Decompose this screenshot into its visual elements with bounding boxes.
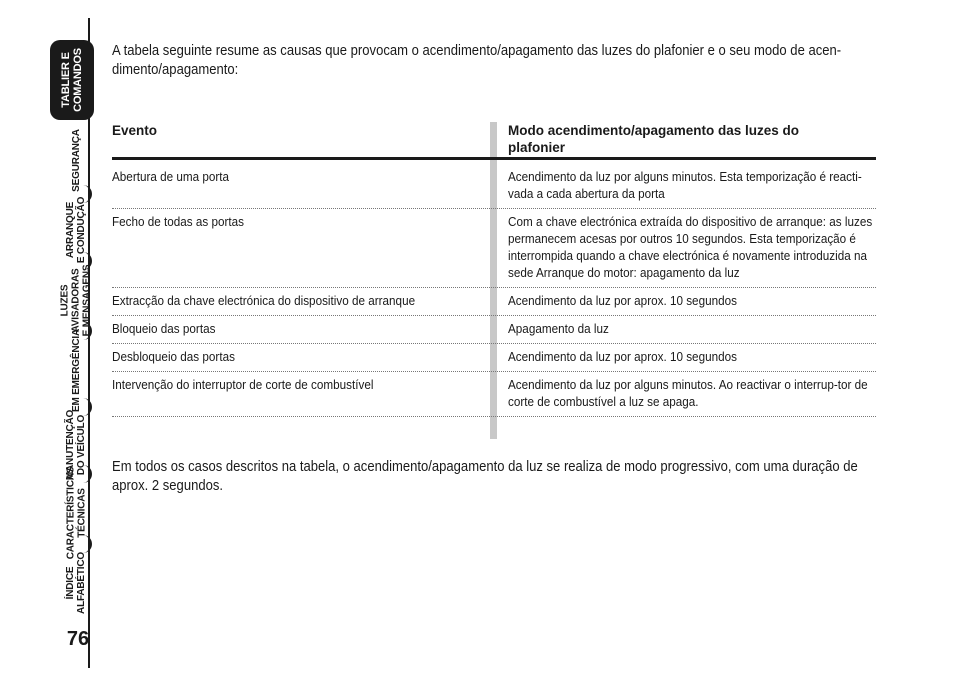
table-row [112,344,876,372]
tab-label: ÍNDICE ALFABÉTICO [65,551,88,614]
table-row [112,164,876,209]
cell-mode: Acendimento da luz por alguns minutos. Ao reactivar o interrup-tor de corte de combustível a luz se apaga. [508,377,868,409]
table-row [112,316,876,344]
plafonier-table [112,122,878,409]
tab-label: CARACTERÍSTICAS TÉCNICAS [65,466,87,560]
tab-em-emergencia[interactable] [52,328,100,412]
footer-note: Em todos os casos descritos na tabela, o acendimento/apagamento da luz se realiza de modo progressivo, com uma duração de aprox. 2 segundos. [112,459,858,494]
cell-event: Abertura de uma porta [112,169,230,184]
cell-mode: Acendimento da luz por alguns minutos. Esta temporização é reacti-vada a cada abertura da porta [508,169,862,201]
tab-label: TABLIER E COMANDOS [60,48,85,112]
table-row [112,288,876,316]
cell-event: Desbloqueio das portas [112,349,235,364]
cell-mode: Acendimento da luz por aprox. 10 segundos [508,293,737,308]
cell-event: Intervenção do interruptor de corte de combustível [112,377,374,392]
cell-mode: Apagamento da luz [508,321,609,336]
cell-event: Fecho de todas as portas [112,214,245,229]
header-rule [112,157,876,160]
main-content [112,42,878,494]
header-mode: Modo acendimento/apagamento das luzes do plafonier [508,123,800,155]
tab-label: EM EMERGÊNCIA [70,328,82,412]
section-sidebar [0,0,110,692]
page-number: 76 [66,628,90,650]
tab-arranque-conducao[interactable] [52,196,100,264]
tab-label: LUZES AVISADORAS E MENSAGENS [59,264,93,336]
tab-tablier-comandos[interactable] [50,40,94,120]
table-header [112,122,878,158]
table-row [112,209,876,288]
tab-indice-alfabetico[interactable] [52,550,100,615]
cell-mode: Acendimento da luz por aprox. 10 segundos [508,349,737,364]
header-event: Evento [112,123,158,138]
tab-label: MANUTENÇÃO DO VEÍCULO [65,409,87,481]
cell-mode: Com a chave electrónica extraída do dispositivo de arranque: as luzes permanecem acesas por outros 10 segundos. Esta temporização é interrompida quando a chave electrónica é novamente introduzida na sede Arranque do motor: apagamento da luz [508,214,873,280]
table-row [112,372,876,417]
table-body [112,164,876,417]
cell-event: Bloqueio das portas [112,321,216,336]
intro-paragraph: A tabela seguinte resume as causas que provocam o acendimento/apagamento das luzes do plafonier e o seu modo de acen-dimento/apagamento: [112,43,842,78]
tab-label: SEGURANÇA [70,128,82,192]
tab-label: ARRANQUE E CONDUÇÃO [65,196,87,264]
cell-event: Extracção da chave electrónica do dispositivo de arranque [112,293,416,308]
